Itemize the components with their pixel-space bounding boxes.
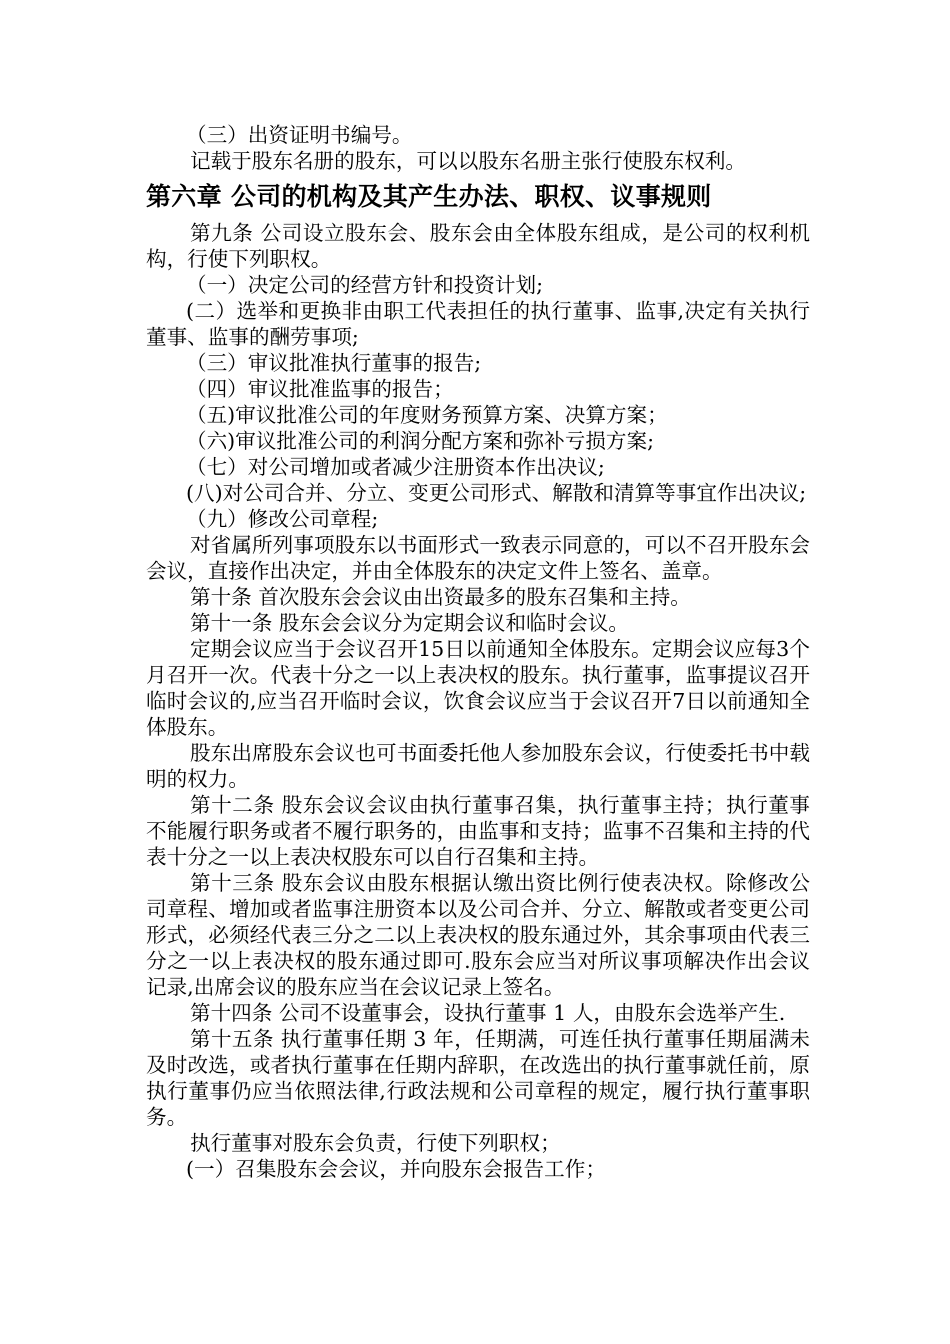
article-10: 第十条 首次股东会会议由出资最多的股东召集和主持。 [190, 585, 691, 609]
article-13: 第十三条 股东会议由股东根据认缴出资比例行使表决权。除修改公司章程、增加或者监事注册资本以及公司合并、分立、解散或者变更公司形式，必须经代表三分之二以上表决权的股东通过外，其余事项由代表三分之一以上表决权的股东通过即可.股东会应当对所议事项解决作出会议记录,出席会议的股东应当在会议记录上签名。 [146, 871, 810, 999]
article-9-written-consent: 对省属所列事项股东以书面形式一致表示同意的，可以不召开股东会会议，直接作出决定，并由全体股东的决定文件上签名、盖章。 [146, 533, 810, 583]
paragraph-shareholder-register: 记载于股东名册的股东，可以以股东名册主张行使股东权利。 [190, 149, 747, 173]
article-9-item-7: （七）对公司增加或者减少注册资本作出决议; [186, 455, 605, 479]
article-9-item-5: （五)审议批准公司的年度财务预算方案、决算方案； [186, 403, 668, 427]
article-9-item-1: （一）决定公司的经营方针和投资计划; [186, 273, 544, 297]
paragraph-capital-certificate-number: （三）出资证明书编号。 [186, 123, 413, 147]
chapter-title: 第六章 公司的机构及其产生办法、职权、议事规则 [146, 182, 712, 211]
article-12: 第十二条 股东会议会议由执行董事召集，执行董事主持；执行董事不能履行职务或者不履行职务的，由监事和支持；监事不召集和主持的代表十分之一以上表决权股东可以自行召集和主持。 [146, 793, 810, 869]
article-9-item-4: （四）审议批准监事的报告； [186, 377, 454, 401]
article-9: 第九条 公司设立股东会、股东会由全体股东组成，是公司的权利机构，行使下列职权。 [146, 221, 810, 271]
article-9-item-3: （三）审议批准执行董事的报告; [186, 351, 482, 375]
article-11-regular-meetings: 定期会议应当于会议召开15日以前通知全体股东。定期会议应每3个月召开一次。代表十分之一以上表决权的股东。执行董事，监事提议召开临时会议的,应当召开临时会议，饮食会议应当于会议召开7日以前通知全体股东。 [146, 637, 810, 739]
article-9-item-9: （九）修改公司章程; [186, 507, 379, 531]
article-9-item-6: （六)审议批准公司的利润分配方案和弥补亏损方案; [186, 429, 655, 453]
article-15-powers-intro: 执行董事对股东会负责，行使下列职权； [190, 1131, 561, 1155]
article-11-proxy: 股东出席股东会议也可书面委托他人参加股东会议，行使委托书中载明的权力。 [146, 741, 810, 791]
article-14: 第十四条 公司不设董事会，设执行董事 1 人，由股东会选举产生. [190, 1001, 786, 1025]
article-11: 第十一条 股东会会议分为定期会议和临时会议。 [190, 611, 630, 635]
article-15: 第十五条 执行董事任期 3 年，任期满，可连任执行董事任期届满未及时改选，或者执行董事在任期内辞职，在改选出的执行董事就任前，原执行董事仍应当依照法律,行政法规和公司章程的规定，履行执行董事职务。 [146, 1027, 810, 1129]
document-page [146, 122, 810, 1182]
article-9-item-8: (八)对公司合并、分立、变更公司形式、解散和清算等事宜作出决议; [186, 481, 807, 505]
article-15-power-1: (一）召集股东会会议，并向股东会报告工作； [186, 1157, 606, 1181]
article-9-item-2: (二）选举和更换非由职工代表担任的执行董事、监事,决定有关执行董事、监事的酬劳事项; [146, 299, 810, 349]
